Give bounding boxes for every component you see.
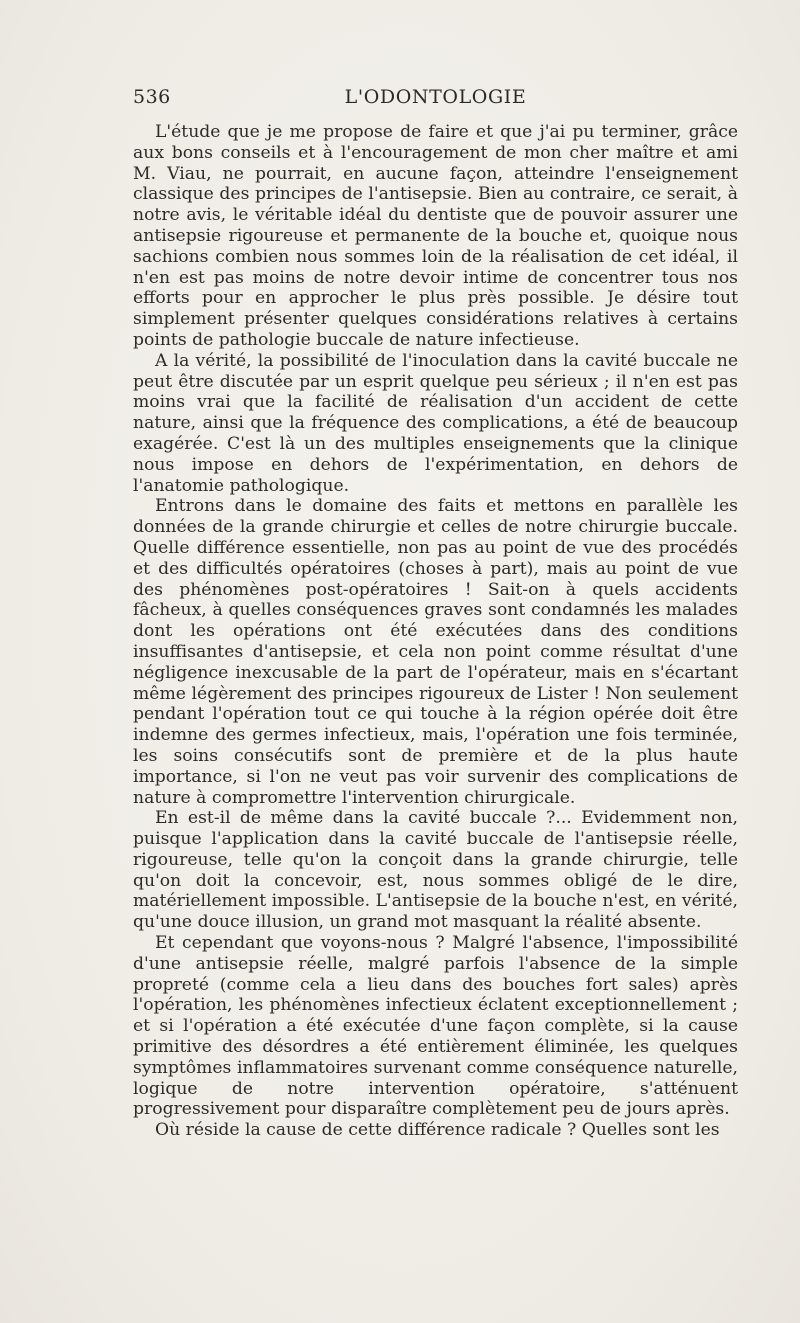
paragraph: L'étude que je me propose de faire et que j'ai pu terminer, grâce aux bons conseils et à l'encouragement de mon cher maître et ami M. Viau, ne pourrait, en aucune façon, atteindre l'enseignement classique des principes de l'antisepsie. Bien au contraire, ce serait, à notre avis, le véritable idéal du dentiste que de pouvoir assurer une antisepsie rigoureuse et permanente de la bouche et, quoique nous sachions combien nous sommes loin de la réalisation de cet idéal, il n'en est pas moins de notre devoir intime de concentrer tous nos efforts pour en approcher le plus près possible. Je désire tout simplement présenter quelques considérations relatives à certains points de pathologie buccale de nature infectieuse. [133, 122, 738, 350]
body-text [133, 122, 738, 1141]
paragraph: En est-il de même dans la cavité buccale ?... Evidemment non, puisque l'application dans la cavité buccale de l'antisepsie réelle, rigoureuse, telle qu'on la conçoit dans la grande chirurgie, telle qu'on doit la concevoir, est, nous sommes obligé de le dire, matériellement impossible. L'antisepsie de la bouche n'est, en vérité, qu'une douce illusion, un grand mot masquant la réalité absente. [133, 808, 738, 933]
page-number: 536 [133, 86, 171, 108]
page-header [133, 86, 738, 112]
paragraph: A la vérité, la possibilité de l'inoculation dans la cavité buccale ne peut être discutée par un esprit quelque peu sérieux ; il n'en est pas moins vrai que la facilité de réalisation d'un accident de cette nature, ainsi que la fréquence des complications, a été de beaucoup exagérée. C'est là un des multiples enseignements que la clinique nous impose en dehors de l'expérimentation, en dehors de l'anatomie pathologique. [133, 350, 738, 496]
running-title: L'ODONTOLOGIE [344, 86, 527, 108]
paragraph: Entrons dans le domaine des faits et mettons en parallèle les données de la grande chirurgie et celles de notre chirurgie buccale. Quelle différence essentielle, non pas au point de vue des procédés et des difficultés opératoires (choses à part), mais au point de vue des phénomènes post-opératoires ! Sait-on à quels accidents fâcheux, à quelles conséquences graves sont condamnés les malades dont les opérations ont été exécutées dans des conditions insuffisantes d'antisepsie, et cela non point comme résultat d'une négligence inexcusable de la part de l'opérateur, mais en s'écartant même légèrement des principes rigoureux de Lister ! Non seulement pendant l'opération tout ce qui touche à la région opérée doit être indemne des germes infectieux, mais, l'opération une fois terminée, les soins consécutifs sont de première et de la plus haute importance, si l'on ne veut pas voir survenir des complications de nature à compromettre l'intervention chirurgicale. [133, 496, 738, 808]
paragraph: Où réside la cause de cette différence radicale ? Quelles sont les [155, 1120, 720, 1141]
paragraph: Et cependant que voyons-nous ? Malgré l'absence, l'impossibilité d'une antisepsie réelle, malgré parfois l'absence de la simple propreté (comme cela a lieu dans des bouches fort sales) après l'opération, les phénomènes infectieux éclatent exceptionnellement ; et si l'opération a été exécutée d'une façon complète, si la cause primitive des désordres a été entièrement éliminée, les quelques symptômes inflammatoires survenant comme conséquence naturelle, logique de notre intervention opératoire, s'atténuent progressivement pour disparaître complètement peu de jours après. [133, 933, 738, 1120]
